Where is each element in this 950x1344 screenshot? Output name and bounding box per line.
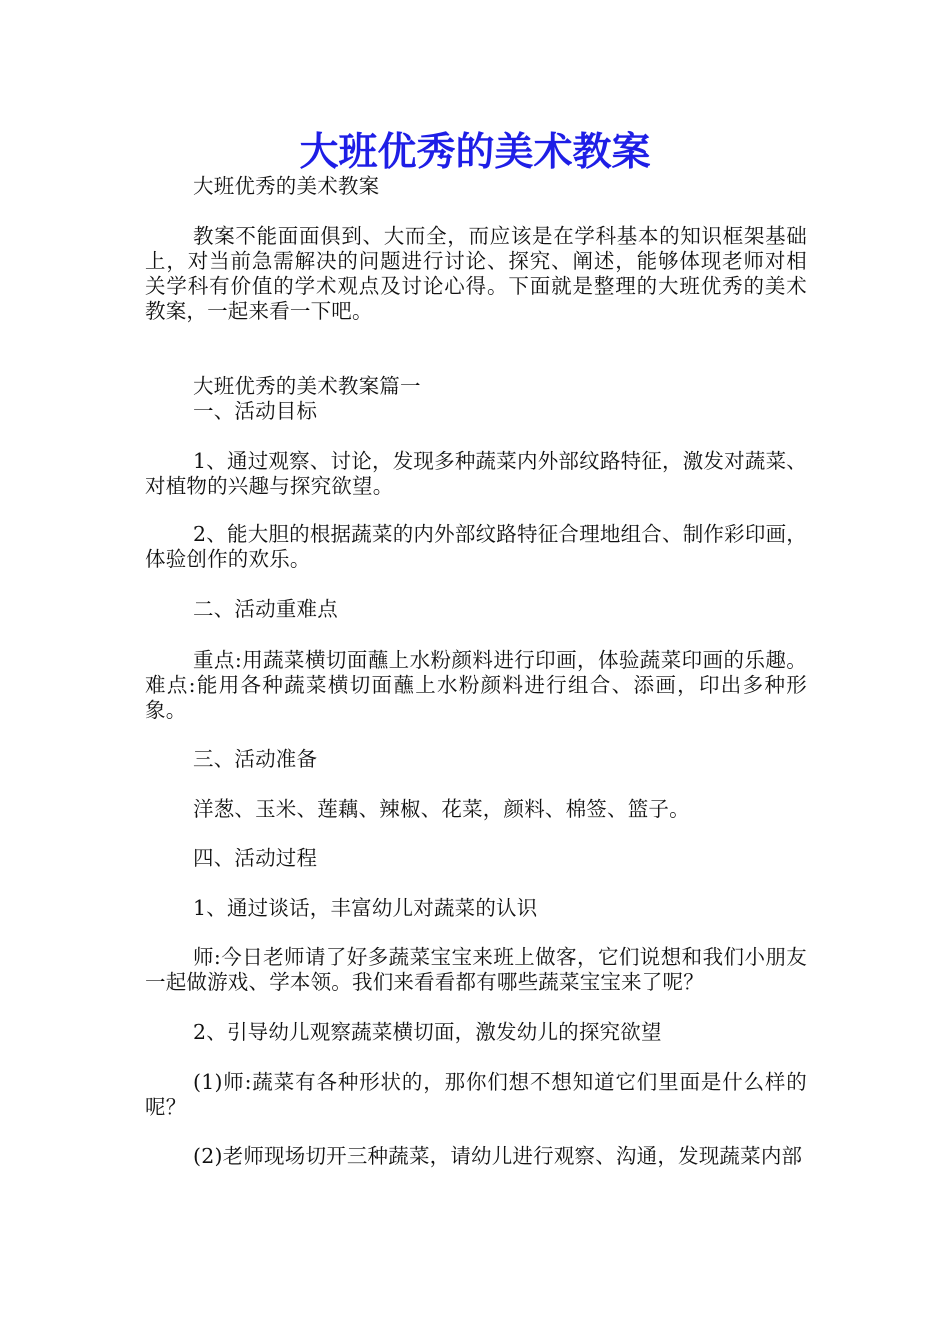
heading-preparation: 三、活动准备 — [193, 747, 318, 771]
teacher-dialogue-paragraph: 师:今日老师请了好多蔬菜宝宝来班上做客，它们说想和我们小朋友一起做游戏、学本领。我们来看看都有哪些蔬菜宝宝来了呢？ — [145, 945, 807, 994]
intro-paragraph: 教案不能面面俱到、大而全，而应该是在学科基本的知识框架基础上，对当前急需解决的问题进行讨论、探究、阐述，能够体现老师对相关学科有价值的学术观点及讨论心得。下面就是整理的大班优秀的美术教案，一起来看一下吧。 — [145, 224, 807, 323]
section-heading-part-one: 大班优秀的美术教案篇一 — [193, 374, 421, 398]
process-step-2: 2、引导幼儿观察蔬菜横切面，激发幼儿的探究欲望 — [193, 1020, 662, 1044]
key-points-paragraph: 重点:用蔬菜横切面蘸上水粉颜料进行印画，体验蔬菜印画的乐趣。难点:能用各种蔬菜横切面蘸上水粉颜料进行组合、添画，印出多种形象。 — [145, 648, 807, 722]
heading-process: 四、活动过程 — [193, 846, 318, 870]
subtitle-paragraph: 大班优秀的美术教案 — [193, 174, 380, 198]
process-step-1: 1、通过谈话，丰富幼儿对蔬菜的认识 — [193, 896, 538, 920]
preparation-paragraph: 洋葱、玉米、莲藕、辣椒、花菜，颜料、棉签、篮子。 — [193, 797, 690, 821]
process-substep-1: (1)师:蔬菜有各种形状的，那你们想不想知道它们里面是什么样的呢？ — [145, 1070, 807, 1119]
heading-activity-goals: 一、活动目标 — [193, 399, 318, 423]
goal-item-1: 1、通过观察、讨论，发现多种蔬菜内外部纹路特征，激发对蔬菜、对植物的兴趣与探究欲望。 — [145, 449, 807, 498]
heading-key-points: 二、活动重难点 — [193, 597, 338, 621]
goal-item-2: 2、能大胆的根据蔬菜的内外部纹路特征合理地组合、制作彩印画，体验创作的欢乐。 — [145, 522, 807, 571]
process-substep-2: (2)老师现场切开三种蔬菜，请幼儿进行观察、沟通，发现蔬菜内部 — [193, 1144, 803, 1168]
document-title: 大班优秀的美术教案 — [299, 129, 651, 175]
